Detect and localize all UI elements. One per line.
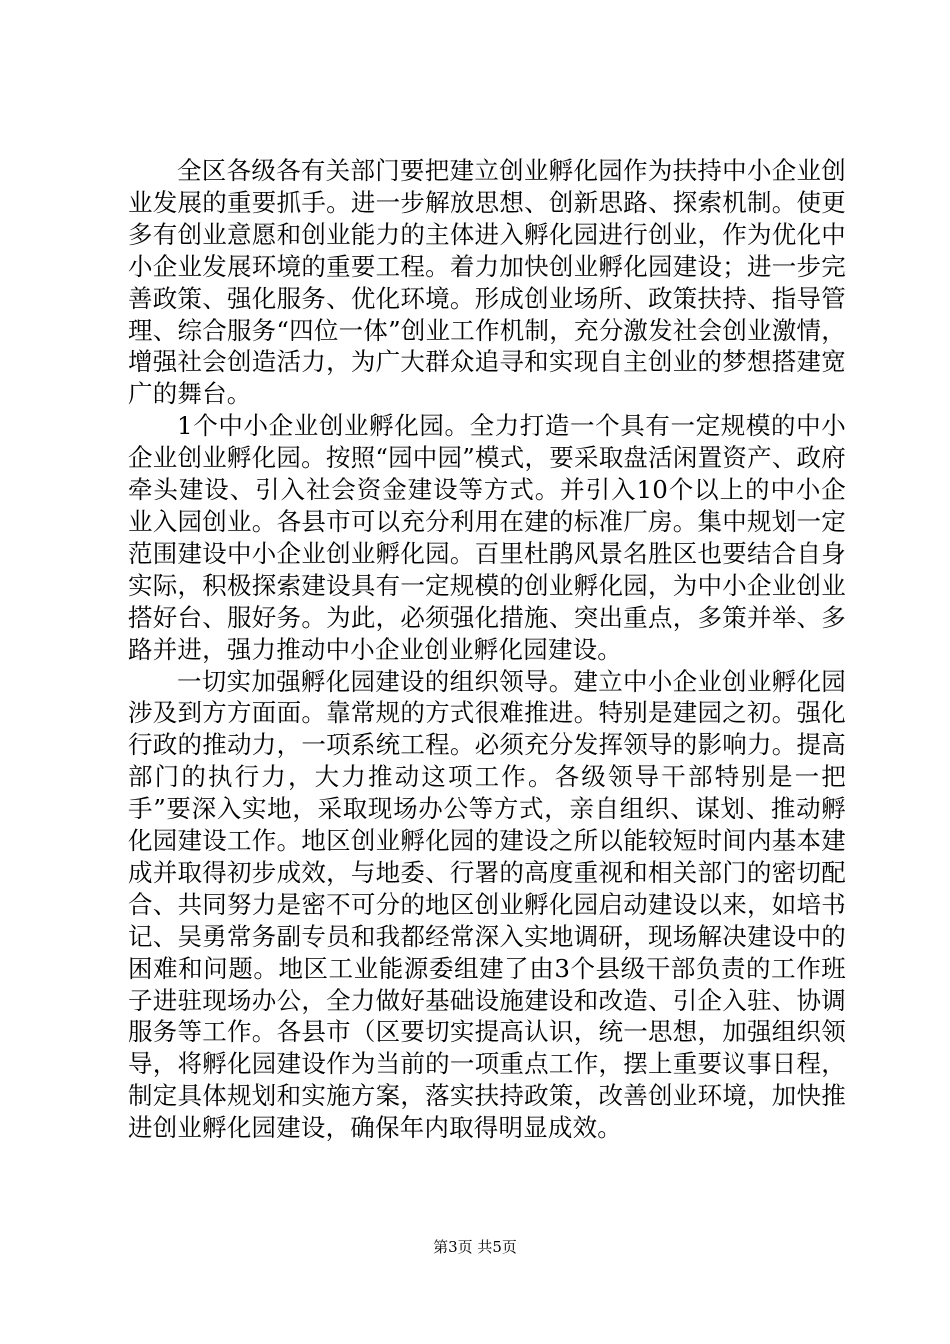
paragraph-2: 1个中小企业创业孵化园。全力打造一个具有一定规模的中小企业创业孵化园。按照“园中园”模式，要采取盘活闲置资产、政府牵头建设、引入社会资金建设等方式。并引入10个以上的中小企业入园创业。各县市可以充分利用在建的标准厂房。集中规划一定范围建设中小企业创业孵化园。百里杜鹃风景名胜区也要结合自身实际，积极探索建设具有一定规模的创业孵化园，为中小企业创业搭好台、服好务。为此，必须强化措施、突出重点，多策并举、多路并进，强力推动中小企业创业孵化园建设。	[128, 411, 846, 664]
document-body	[128, 155, 846, 1144]
paragraph-1: 全区各级各有关部门要把建立创业孵化园作为扶持中小企业创业发展的重要抓手。进一步解放思想、创新思路、探索机制。使更多有创业意愿和创业能力的主体进入孵化园进行创业，作为优化中小企业发展环境的重要工程。着力加快创业孵化园建设；进一步完善政策、强化服务、优化环境。形成创业场所、政策扶持、指导管理、综合服务“四位一体”创业工作机制，充分激发社会创业激情，增强社会创造活力，为广大群众追寻和实现自主创业的梦想搭建宽广的舞台。	[128, 156, 846, 409]
paragraph-3: 一切实加强孵化园建设的组织领导。建立中小企业创业孵化园涉及到方方面面。靠常规的方式很难推进。特别是建园之初。强化行政的推动力，一项系统工程。必须充分发挥领导的影响力。提高部门的执行力，大力推动这项工作。各级领导干部特别是一把手”要深入实地，采取现场办公等方式，亲自组织、谋划、推动孵化园建设工作。地区创业孵化园的建设之所以能较短时间内基本建成并取得初步成效，与地委、行署的高度重视和相关部门的密切配合、共同努力是密不可分的地区创业孵化园启动建设以来，如培书记、吴勇常务副专员和我都经常深入实地调研，现场解决建设中的困难和问题。地区工业能源委组建了由3个县级干部负责的工作班子进驻现场办公，全力做好基础设施建设和改造、引企入驻、协调服务等工作。各县市（区要切实提高认识，统一思想，加强组织领导，将孵化园建设作为当前的一项重点工作，摆上重要议事日程，制定具体规划和实施方案，落实扶持政策，改善创业环境，加快推进创业孵化园建设，确保年内取得明显成效。	[128, 666, 846, 1143]
page-number-footer: 第3页 共5页	[433, 1238, 517, 1256]
